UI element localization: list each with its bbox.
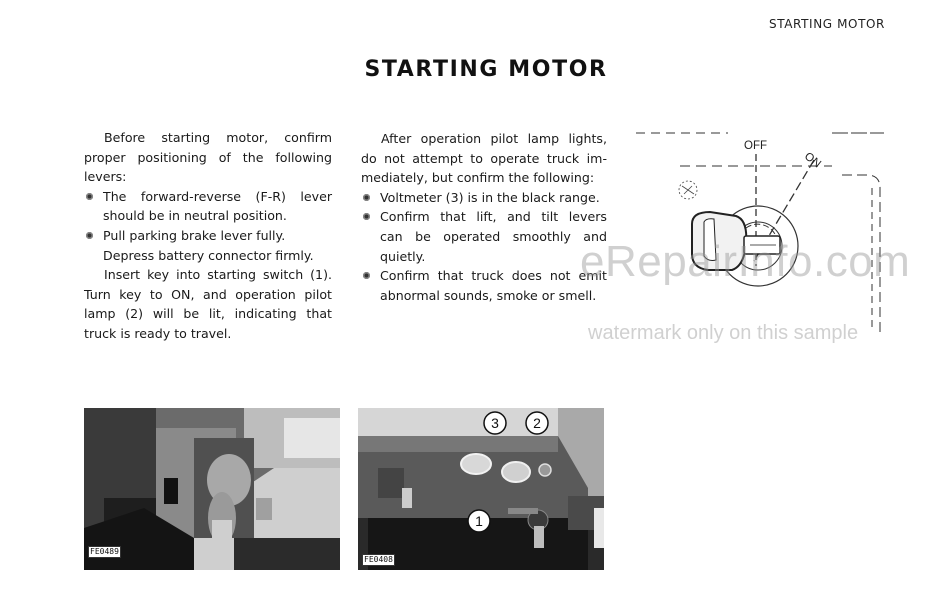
paragraph-line: truck is ready to travel. xyxy=(84,325,232,341)
photo-lever-drawing xyxy=(84,408,340,570)
bullet-item: Pull parking brake lever fully. xyxy=(84,226,332,246)
intro-line: proper positioning of the following xyxy=(84,149,332,165)
off-label: OFF xyxy=(744,140,767,152)
bullet-continuation: quietly. xyxy=(380,248,426,264)
watermark-site: eRepairInfo.com xyxy=(580,237,911,286)
page-title: STARTING MOTOR xyxy=(364,57,608,82)
watermark-note: watermark only on this sample xyxy=(588,322,859,344)
callout-1 xyxy=(466,508,492,534)
running-header: STARTING MOTOR xyxy=(769,17,885,31)
bullet-continuation: can be operated smoothly and xyxy=(380,228,607,244)
paragraph-line: mediately, but confirm the following: xyxy=(361,170,595,186)
svg-text:3: 3 xyxy=(491,415,499,431)
photo-code-label: FE0489 xyxy=(90,547,119,556)
photo-dashboard-drawing xyxy=(358,408,604,570)
bullet-item: Confirm that truck does not emit xyxy=(361,266,607,286)
paragraph-line: do not attempt to operate truck im- xyxy=(361,150,607,166)
bullet-continuation: abnormal sounds, smoke or smell. xyxy=(380,287,597,303)
svg-text:2: 2 xyxy=(533,415,541,431)
callout-3 xyxy=(482,410,508,436)
intro-line: Before starting motor, confirm xyxy=(104,130,332,145)
paragraph-line: lamp (2) will be lit, indicating that xyxy=(84,306,332,322)
bullet-item: The forward-reverse (F-R) lever xyxy=(84,187,332,207)
intro-line: levers: xyxy=(84,169,127,185)
paragraph-line: Turn key to ON, and operation pilot xyxy=(84,286,332,302)
on-label: ON xyxy=(801,150,823,171)
paragraph-line: After operation pilot lamp lights, xyxy=(381,131,607,146)
photo-parking-brake-lever xyxy=(84,408,340,570)
svg-text:1: 1 xyxy=(475,513,483,529)
bullet-continuation: should be in neutral position. xyxy=(103,208,287,224)
callout-2 xyxy=(524,410,550,436)
lock-symbol-icon xyxy=(679,181,697,199)
paragraph-line: Insert key into starting switch (1). xyxy=(104,267,332,283)
bullet-item: Voltmeter (3) is in the black range. xyxy=(361,188,607,208)
photo-dashboard-switch xyxy=(358,408,604,570)
middle-text-column xyxy=(361,129,607,305)
left-text-column xyxy=(84,128,332,344)
bullet-item: Confirm that lift, and tilt levers xyxy=(361,207,607,227)
bullet-continuation: Depress battery connector firmly. xyxy=(103,247,314,263)
photo-code-label: FE0408 xyxy=(364,555,393,564)
